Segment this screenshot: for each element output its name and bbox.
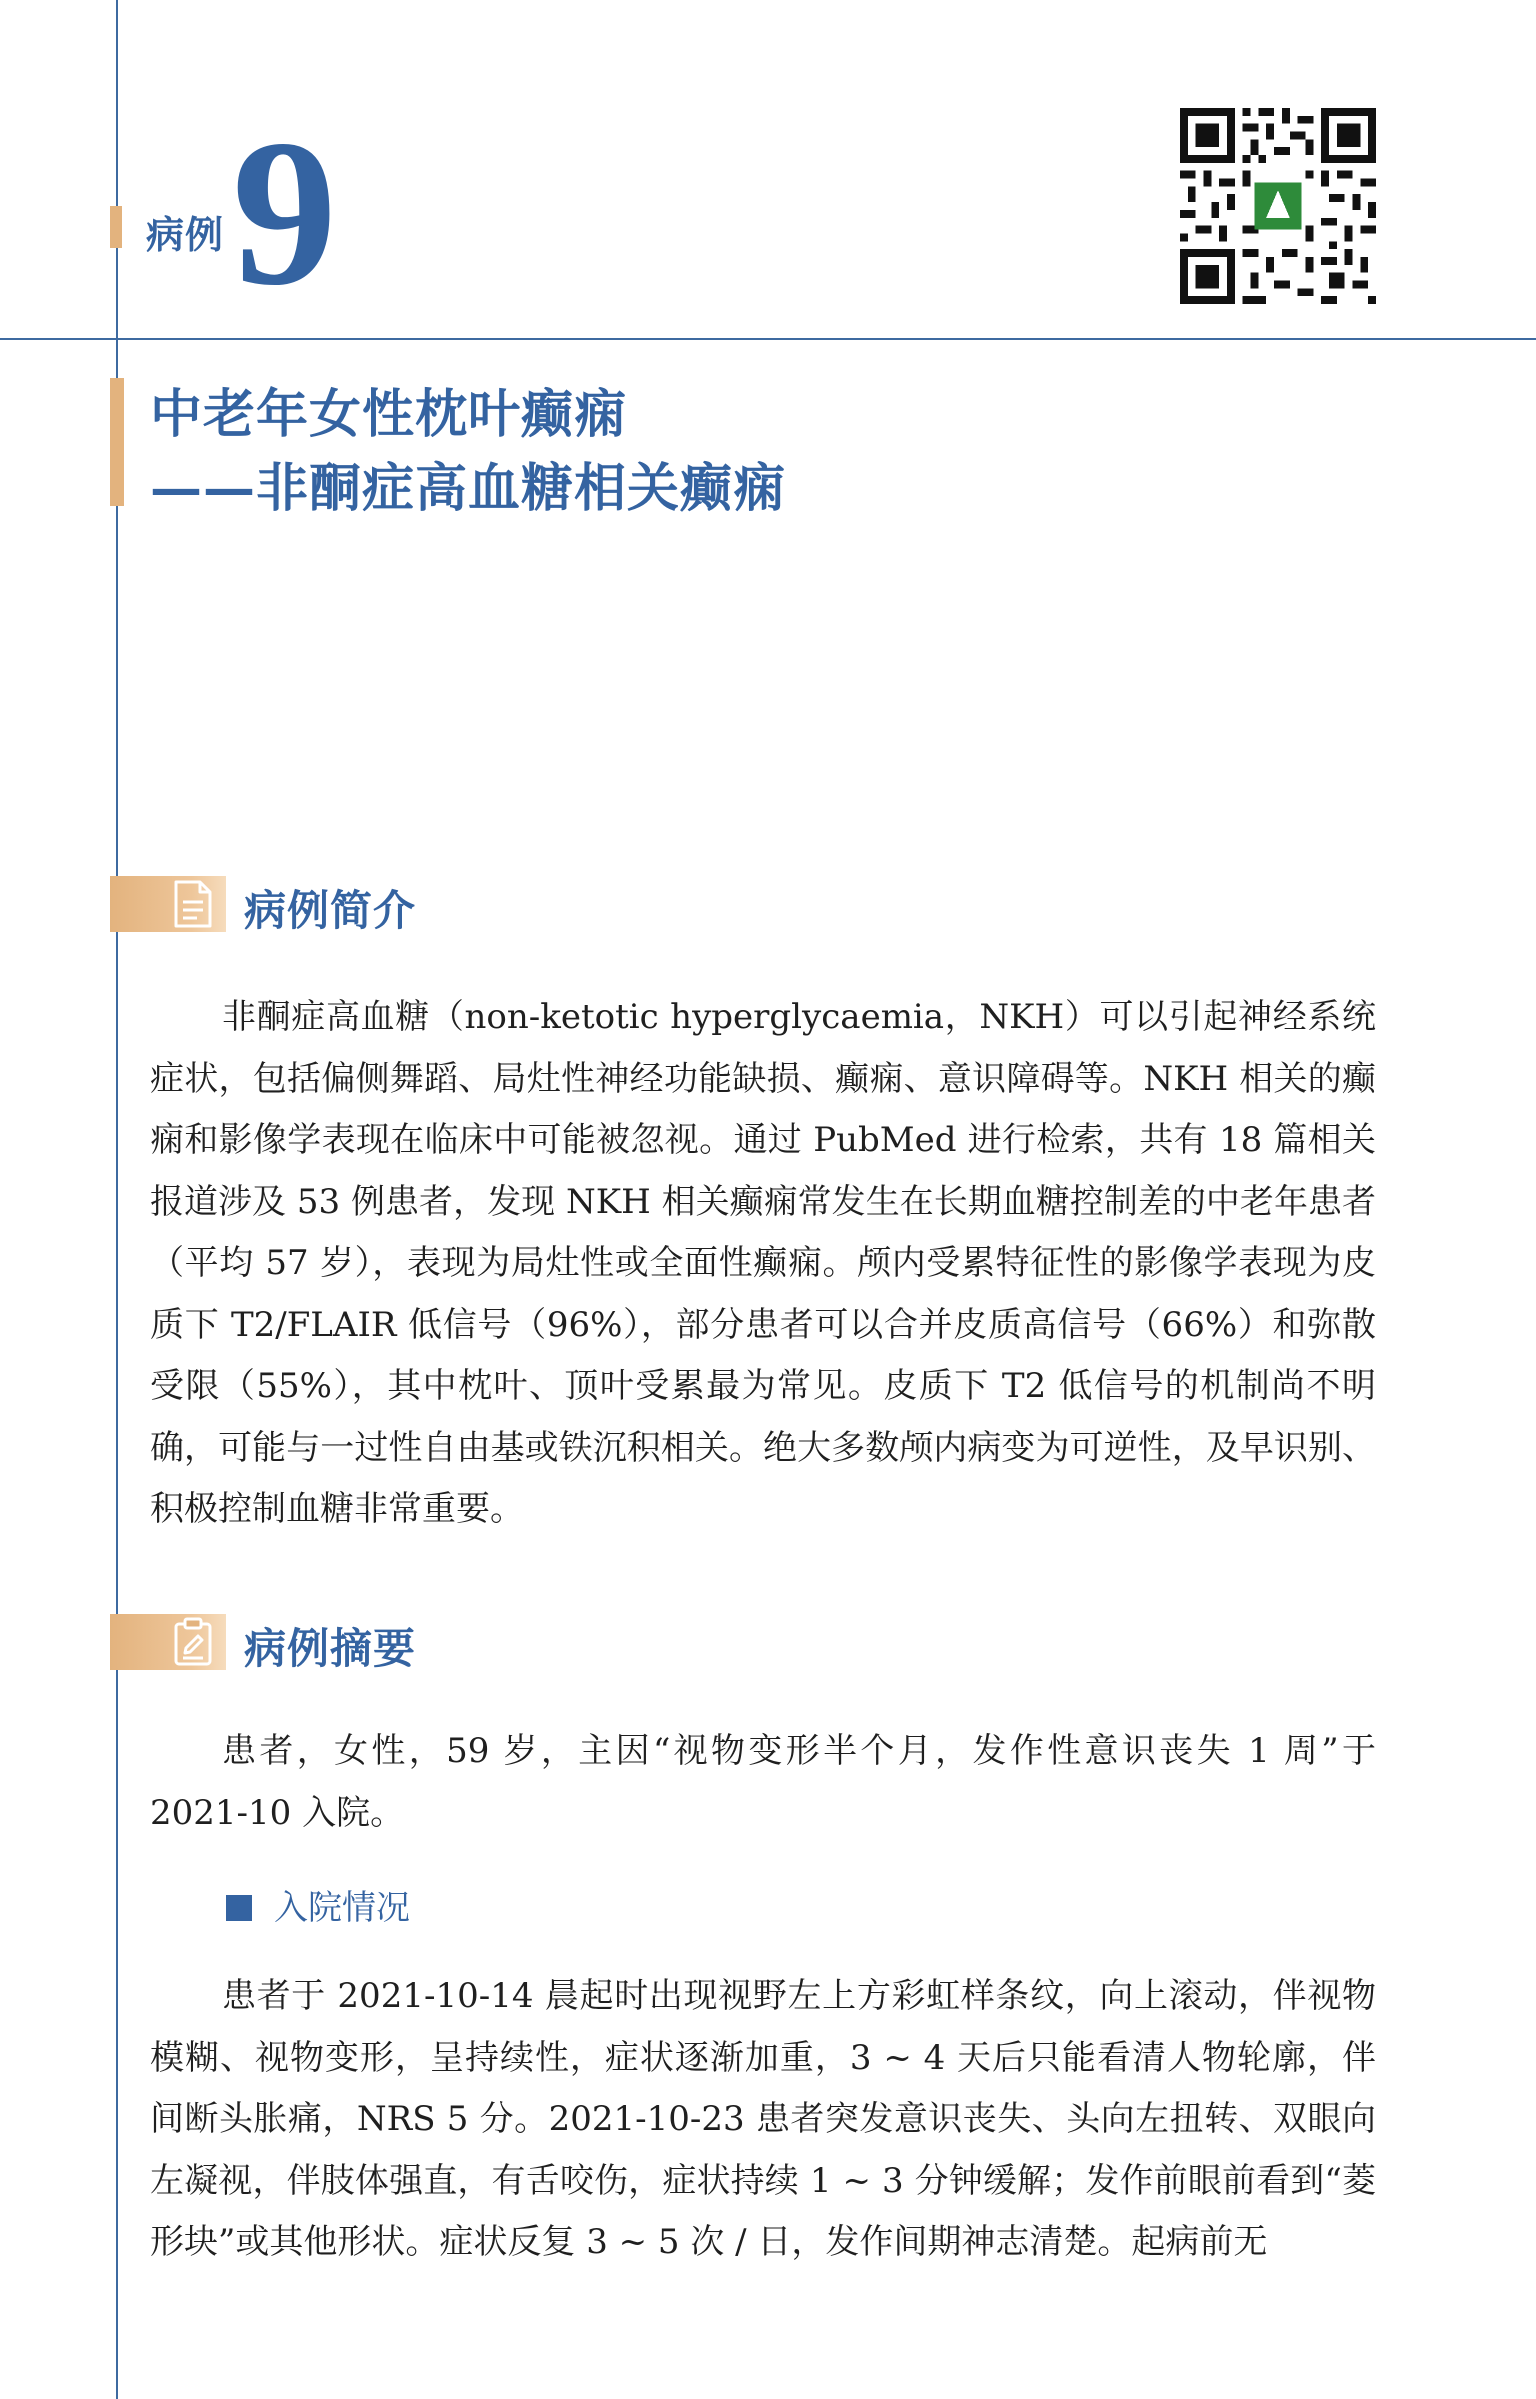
title-accent-bar (110, 378, 124, 506)
case-label-tab (110, 206, 122, 248)
intro-paragraph: 非酮症高血糖（non-ketotic hyperglycaemia，NKH）可以引起神经系统症状，包括偏侧舞蹈、局灶性神经功能缺损、癫痫、意识障碍等。NKH 相关的癫痫和影像学表现在临床中可能被忽视。通过 PubMed 进行检索，共有 18 篇相关报道涉及 53 例患者，发现 NKH 相关癫痫常发生在长期血糖控制差的中老年患者（平均 57 岁），表现为局灶性或全面性癫痫。颅内受累特征性的影像学表现为皮质下 T2/FLAIR 低信号（96%），部分患者可以合并皮质高信号（66%）和弥散受限（55%），其中枕叶、顶叶受累最为常见。皮质下 T2 低信号的机制尚不明确，可能与一过性自由基或铁沉积相关。绝大多数颅内病变为可逆性，及早识别、积极控制血糖非常重要。 (150, 997, 1376, 1529)
clipboard-pen-icon (168, 1616, 218, 1668)
square-bullet-icon (226, 1895, 252, 1921)
subsection-title: 入院情况 (274, 1888, 410, 1928)
case-label: 病例 (146, 212, 225, 257)
section-title-intro: 病例简介 (244, 886, 417, 935)
vertical-rule (116, 0, 118, 2399)
document-lines-icon (168, 878, 218, 930)
qr-code-icon (1180, 108, 1376, 304)
section-title-summary: 病例摘要 (244, 1624, 417, 1673)
case-number: 9 (232, 97, 337, 329)
admission-paragraph: 患者于 2021-10-14 晨起时出现视野左上方彩虹样条纹，向上滚动，伴视物模糊、视物变形，呈持续性，症状逐渐加重，3 ~ 4 天后只能看清人物轮廓，伴间断头胀痛，NRS 5 分。2021-10-23 患者突发意识丧失、头向左扭转、双眼向左凝视，伴肢体强直，有舌咬伤，症状持续 1 ~ 3 分钟缓解；发作前眼前看到“菱形块”或其他形状。症状反复 3 ~ 5 次 / 日，发作间期神志清楚。起病前无 (150, 1976, 1376, 2262)
header-rule (0, 338, 1536, 340)
case-title: 中老年女性枕叶癫痫 (150, 384, 628, 445)
summary-paragraph: 患者，女性，59 岁，主因“视物变形半个月，发作性意识丧失 1 周”于 2021-10 入院。 (150, 1731, 1376, 1833)
subsection-heading-admission (226, 1880, 410, 1929)
case-subtitle: ——非酮症高血糖相关癫痫 (150, 458, 787, 519)
